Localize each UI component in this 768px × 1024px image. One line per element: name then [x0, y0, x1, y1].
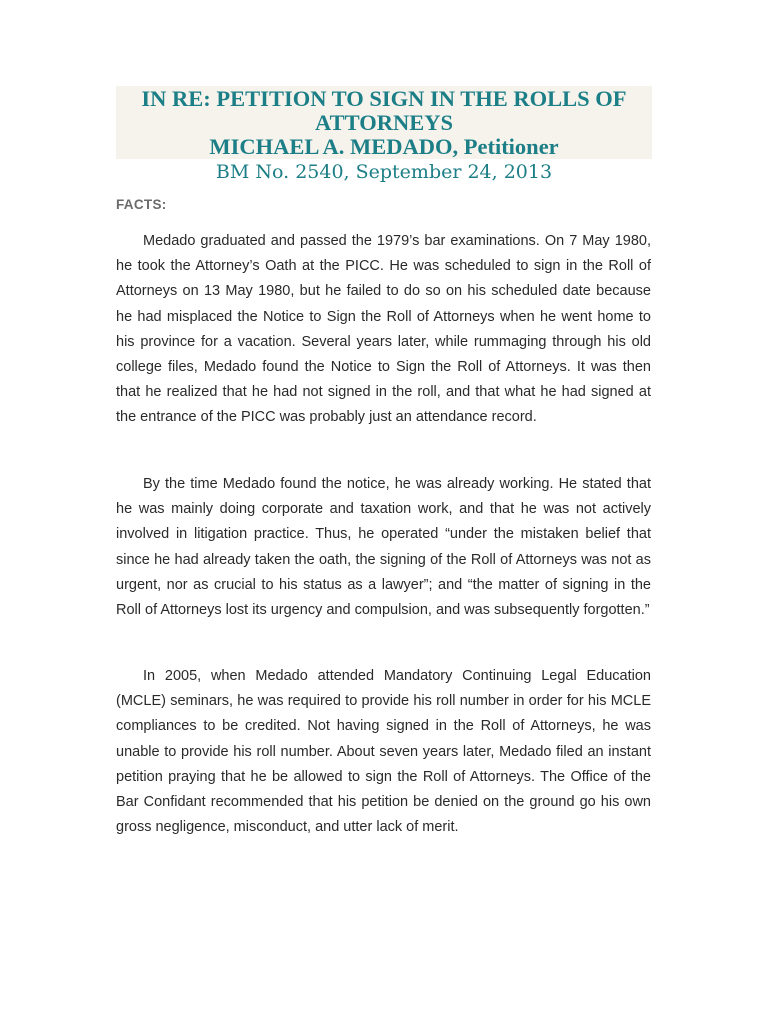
case-title-line-2: ATTORNEYS: [315, 110, 453, 135]
petitioner-name: MICHAEL A. MEDADO, Petitioner: [209, 134, 559, 159]
case-title-line-1: IN RE: PETITION TO SIGN IN THE ROLLS OF: [141, 86, 627, 111]
facts-paragraph-1: Medado graduated and passed the 1979’s bar examinations. On 7 May 1980, he took the Attorney’s Oath at the PICC. He was scheduled to sign in the Roll of Attorneys on 13 May 1980, but he failed to do so on his scheduled date because he had misplaced the Notice to Sign the Roll of Attorneys when he went home to his province for a vacation. Several years later, while rummaging through his old college files, Medado found the Notice to Sign the Roll of Attorneys. It was then that he realized that he had not signed in the roll, and that what he had signed at the entrance of the PICC was probably just an attendance record.: [116, 233, 651, 426]
case-number-date: BM No. 2540, September 24, 2013: [215, 161, 553, 183]
facts-heading: FACTS:: [116, 197, 167, 212]
facts-paragraph-3: In 2005, when Medado attended Mandatory Continuing Legal Education (MCLE) seminars, he was required to provide his roll number in order for his MCLE compliances to be credited. Not having signed in the Roll of Attorneys, he was unable to provide his roll number. About seven years later, Medado filed an instant petition praying that he be allowed to sign the Roll of Attorneys. The Office of the Bar Confidant recommended that his petition be denied on the ground go his own gross negligence, misconduct, and utter lack of merit.: [116, 668, 651, 836]
facts-paragraph-2: By the time Medado found the notice, he was already working. He stated that he was mainly doing corporate and taxation work, and that he was not actively involved in litigation practice. Thus, he operated “under the mistaken belief that since he had already taken the oath, the signing of the Roll of Attorneys was not as urgent, nor as crucial to his status as a lawyer”; and “the matter of signing in the Roll of Attorneys lost its urgency and compulsion, and was subsequently forgotten.”: [116, 476, 651, 619]
